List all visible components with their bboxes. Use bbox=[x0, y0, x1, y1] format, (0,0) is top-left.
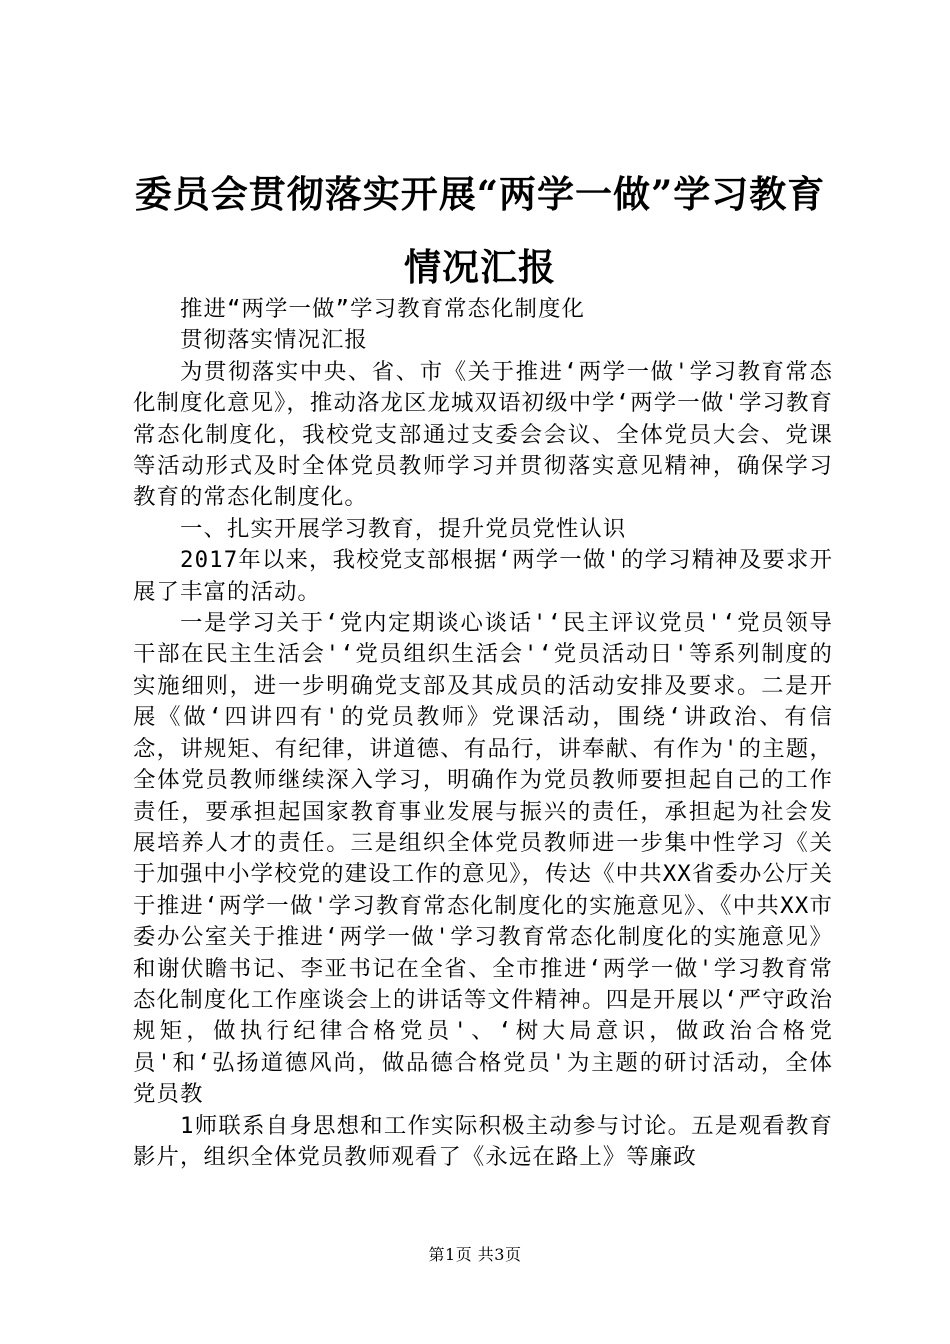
paragraph-subtitle-1: 推进“两学一做”学习教育常态化制度化 bbox=[180, 296, 586, 322]
section-heading-1: 一、扎实开展学习教育，提升党员党性认识 bbox=[180, 515, 627, 542]
paragraph-activities: 一是学习关于‘党内定期谈心谈话'‘民主评议党员'‘党员领导干部在民主生活会'‘党员组织生活会'‘党员活动日'等系列制度的实施细则，进一步明确党支部及其成员的活动安排及要求。二是开展《做‘四讲四有'的党员教师》党课活动，围绕‘讲政治、有信念，讲规矩、有纪律，讲道德、有品行，讲奉献、有作为'的主题，全体党员教师继续深入学习，明确作为党员教师要担起自己的工作责任，要承担起国家教育事业发展与振兴的责任，承担起为社会发展培养人才的责任。三是组织全体党员教师进一步集中性学习《关于加强中小学校党的建设工作的意见》，传达《中共XX省委办公厅关于推进‘两学一做'学习教育常态化制度化的实施意见》、《中共XX市委办公室关于推进‘两学一做'学习教育常态化制度化的实施意见》和谢伏瞻书记、李亚书记在全省、全市推进‘两学一做'学习教育常态化制度化工作座谈会上的讲话等文件精神。四是开展以‘严守政治规矩，做执行纪律合格党员'、‘树大局意识，做政治合格党员'和‘弘扬道德风尚，做品德合格党员'为主题的研讨活动，全体党员教 bbox=[133, 610, 833, 1108]
page-footer: 第1页 共3页 bbox=[428, 1245, 522, 1264]
paragraph-subtitle-2: 贯彻落实情况汇报 bbox=[180, 327, 368, 354]
paragraph-intro: 为贯彻落实中央、省、市《关于推进‘两学一做'学习教育常态化制度化意见》，推动洛龙区龙城双语初级中学‘两学一做'学习教育常态化制度化，我校党支部通过支委会会议、全体党员大会、党课等活动形式及时全体党员教师学习并贯彻落实意见精神，确保学习教育的常态化制度化。 bbox=[133, 358, 833, 511]
document-body bbox=[133, 294, 833, 1173]
document-title: 委员会贯彻落实开展“两学一做”学习教育情况汇报 bbox=[134, 172, 826, 289]
paragraph-2017: 2017年以来，我校党支部根据‘两学一做'的学习精神及要求开展了丰富的活动。 bbox=[133, 547, 833, 605]
paragraph-continued: 1师联系自身思想和工作实际积极主动参与讨论。五是观看教育影片，组织全体党员教师观看了《永远在路上》等廉政 bbox=[133, 1112, 833, 1170]
